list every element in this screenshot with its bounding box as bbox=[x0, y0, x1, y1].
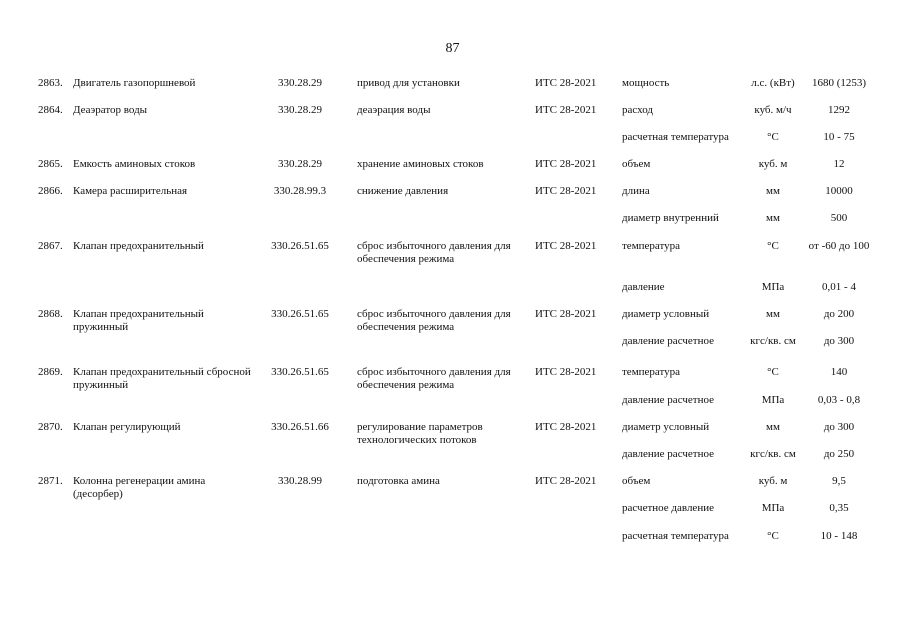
parameter-unit: куб. м/ч bbox=[754, 104, 792, 116]
item-name: Колонна регенерации амина (десорбер) bbox=[73, 475, 206, 500]
item-code: 330.28.29 bbox=[278, 77, 322, 89]
item-number: 2867. bbox=[38, 240, 63, 252]
item-its-reference: ИТС 28-2021 bbox=[535, 77, 597, 89]
parameter-unit: кгс/кв. см bbox=[750, 335, 796, 347]
parameter-value: 0,35 bbox=[829, 502, 849, 514]
parameter-unit: куб. м bbox=[758, 158, 788, 170]
table-row bbox=[0, 308, 905, 334]
table-row bbox=[0, 366, 905, 392]
parameter-name: мощность bbox=[622, 77, 670, 89]
item-name: Клапан регулирующий bbox=[73, 421, 181, 433]
item-number: 2864. bbox=[38, 104, 63, 116]
parameter-name: температура bbox=[622, 366, 681, 378]
item-number: 2871. bbox=[38, 475, 63, 487]
item-code: 330.26.51.65 bbox=[271, 308, 329, 320]
item-purpose: регулирование параметров технологических потоков bbox=[357, 421, 483, 446]
parameter-unit: °С bbox=[767, 530, 779, 542]
parameter-name: диаметр условный bbox=[622, 421, 710, 433]
item-name: Клапан предохранительный bbox=[73, 240, 204, 252]
parameter-value: 10 - 148 bbox=[820, 530, 858, 542]
item-purpose: привод для установки bbox=[357, 77, 460, 89]
table-row bbox=[0, 131, 905, 157]
parameter-value: 140 bbox=[830, 366, 848, 378]
parameter-name: расчетное давление bbox=[622, 502, 714, 514]
parameter-name: давление расчетное bbox=[622, 394, 714, 406]
parameter-unit: °С bbox=[767, 366, 779, 378]
parameter-name: расчетная температура bbox=[622, 131, 729, 143]
item-code: 330.26.51.66 bbox=[271, 421, 329, 433]
parameter-value: 1292 bbox=[828, 104, 850, 116]
table-row bbox=[0, 77, 905, 103]
item-code: 330.26.51.65 bbox=[271, 240, 329, 252]
parameter-name: диаметр внутренний bbox=[622, 212, 719, 224]
table-row bbox=[0, 281, 905, 307]
item-its-reference: ИТС 28-2021 bbox=[535, 421, 597, 433]
parameter-name: объем bbox=[622, 158, 651, 170]
table-row bbox=[0, 421, 905, 447]
item-name: Двигатель газопоршневой bbox=[73, 77, 196, 89]
item-its-reference: ИТС 28-2021 bbox=[535, 366, 597, 378]
item-code: 330.28.99 bbox=[278, 475, 322, 487]
parameter-name: температура bbox=[622, 240, 681, 252]
item-purpose: снижение давления bbox=[357, 185, 449, 197]
item-name: Камера расширительная bbox=[73, 185, 188, 197]
item-code: 330.28.99.3 bbox=[273, 185, 327, 197]
item-purpose: сброс избыточного давления для обеспечения режима bbox=[357, 308, 511, 333]
item-code: 330.26.51.65 bbox=[271, 366, 329, 378]
item-purpose: хранение аминовых стоков bbox=[357, 158, 484, 170]
item-its-reference: ИТС 28-2021 bbox=[535, 475, 597, 487]
parameter-unit: мм bbox=[766, 421, 780, 433]
item-number: 2865. bbox=[38, 158, 63, 170]
parameter-name: давление расчетное bbox=[622, 335, 714, 347]
parameter-value: 1680 (1253) bbox=[811, 77, 867, 89]
item-name: Деаэратор воды bbox=[73, 104, 148, 116]
parameter-unit: °С bbox=[767, 240, 779, 252]
parameter-unit: куб. м bbox=[758, 475, 788, 487]
table-row bbox=[0, 448, 905, 474]
table-row bbox=[0, 530, 905, 556]
parameter-value: 12 bbox=[833, 158, 845, 170]
parameter-name: расчетная температура bbox=[622, 530, 729, 542]
page-number: 87 bbox=[445, 41, 460, 56]
parameter-value: 10000 bbox=[825, 185, 853, 197]
parameter-name: объем bbox=[622, 475, 651, 487]
item-purpose: сброс избыточного давления для обеспечения режима bbox=[357, 240, 511, 265]
parameter-name: давление расчетное bbox=[622, 448, 714, 460]
item-name: Емкость аминовых стоков bbox=[73, 158, 196, 170]
item-its-reference: ИТС 28-2021 bbox=[535, 158, 597, 170]
item-its-reference: ИТС 28-2021 bbox=[535, 185, 597, 197]
item-purpose: деаэрация воды bbox=[357, 104, 431, 116]
parameter-value: до 250 bbox=[823, 448, 855, 460]
item-purpose: сброс избыточного давления для обеспечения режима bbox=[357, 366, 511, 391]
parameter-unit: мм bbox=[766, 308, 780, 320]
item-its-reference: ИТС 28-2021 bbox=[535, 104, 597, 116]
parameter-value: 9,5 bbox=[832, 475, 846, 487]
table-row bbox=[0, 185, 905, 211]
parameter-name: длина bbox=[622, 185, 650, 197]
table-row bbox=[0, 104, 905, 130]
item-its-reference: ИТС 28-2021 bbox=[535, 240, 597, 252]
table-row bbox=[0, 475, 905, 501]
item-name: Клапан предохранительный сбросной пружинный bbox=[73, 366, 251, 391]
parameter-unit: л.с. (кВт) bbox=[751, 77, 795, 89]
table-row bbox=[0, 394, 905, 420]
item-number: 2868. bbox=[38, 308, 63, 320]
parameter-value: 0,03 - 0,8 bbox=[817, 394, 861, 406]
parameter-value: до 300 bbox=[823, 335, 855, 347]
parameter-value: от -60 до 100 bbox=[808, 240, 870, 252]
parameter-unit: кгс/кв. см bbox=[750, 448, 796, 460]
parameter-unit: мм bbox=[766, 185, 780, 197]
parameter-value: 500 bbox=[830, 212, 848, 224]
table-row bbox=[0, 502, 905, 528]
parameter-name: диаметр условный bbox=[622, 308, 710, 320]
item-its-reference: ИТС 28-2021 bbox=[535, 308, 597, 320]
parameter-unit: °С bbox=[767, 131, 779, 143]
item-code: 330.28.29 bbox=[278, 104, 322, 116]
item-number: 2863. bbox=[38, 77, 63, 89]
parameter-unit: МПа bbox=[761, 394, 785, 406]
item-number: 2866. bbox=[38, 185, 63, 197]
table-row bbox=[0, 335, 905, 361]
parameter-unit: МПа bbox=[761, 281, 785, 293]
item-name: Клапан предохранительный пружинный bbox=[73, 308, 204, 333]
parameter-value: до 200 bbox=[823, 308, 855, 320]
parameter-unit: мм bbox=[766, 212, 780, 224]
table-row bbox=[0, 158, 905, 184]
item-purpose: подготовка амина bbox=[357, 475, 440, 487]
parameter-name: расход bbox=[622, 104, 653, 116]
parameter-value: 0,01 - 4 bbox=[822, 281, 856, 293]
table-row bbox=[0, 212, 905, 238]
parameter-value: 10 - 75 bbox=[823, 131, 855, 143]
item-code: 330.28.29 bbox=[278, 158, 322, 170]
table-row bbox=[0, 240, 905, 266]
item-number: 2869. bbox=[38, 366, 63, 378]
parameter-unit: МПа bbox=[761, 502, 785, 514]
parameter-name: давление bbox=[622, 281, 665, 293]
parameter-value: до 300 bbox=[823, 421, 855, 433]
item-number: 2870. bbox=[38, 421, 63, 433]
